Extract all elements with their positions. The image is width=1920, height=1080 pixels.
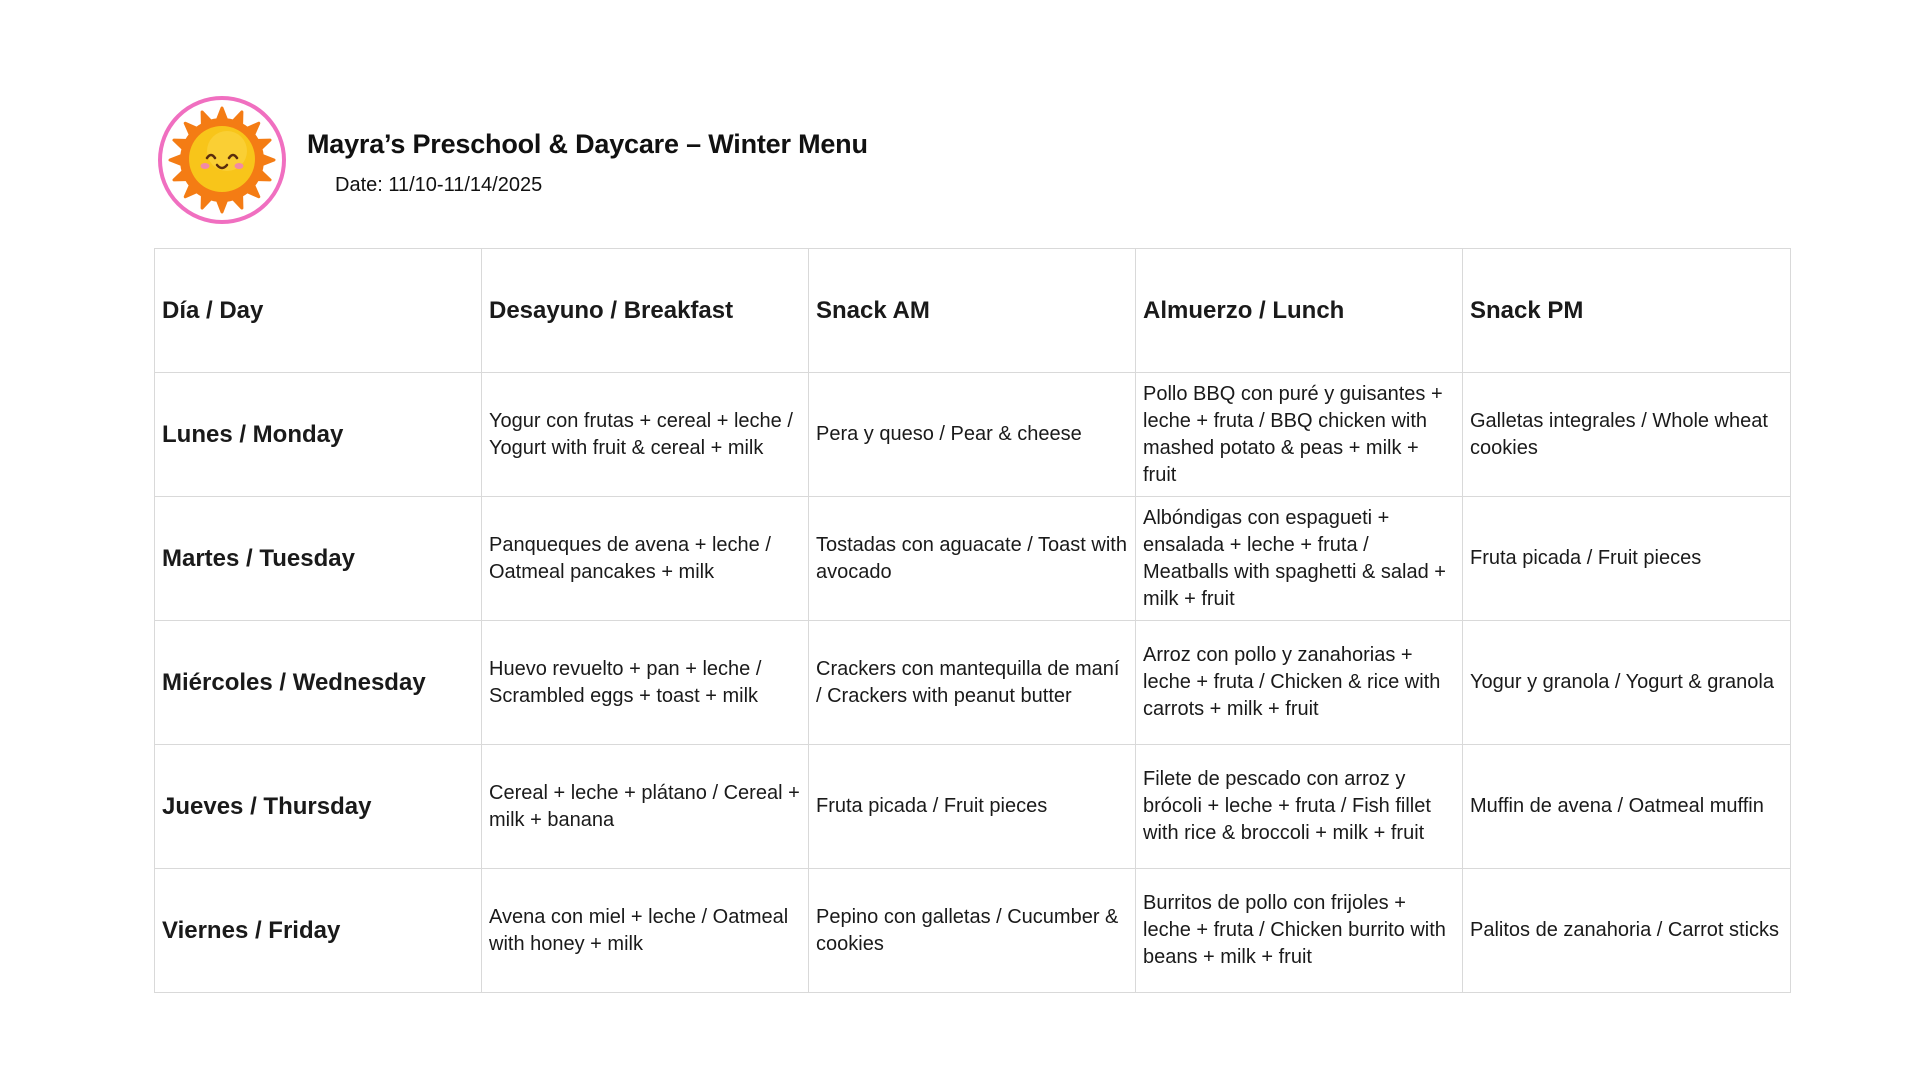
day-cell: Miércoles / Wednesday [155, 621, 482, 745]
menu-table [154, 248, 1791, 993]
day-cell: Lunes / Monday [155, 373, 482, 497]
table-header-row [155, 249, 1791, 373]
table-row [155, 745, 1791, 869]
snack-pm-cell: Galletas integrales / Whole wheat cookies [1463, 373, 1791, 497]
breakfast-cell: Panqueques de avena + leche / Oatmeal pancakes + milk [482, 497, 809, 621]
table-row [155, 869, 1791, 993]
lunch-cell: Albóndigas con espagueti + ensalada + leche + fruta / Meatballs with spaghetti & salad + milk + fruit [1136, 497, 1463, 621]
lunch-cell: Burritos de pollo con frijoles + leche + fruta / Chicken burrito with beans + milk + fruit [1136, 869, 1463, 993]
breakfast-cell: Yogur con frutas + cereal + leche / Yogurt with fruit & cereal + milk [482, 373, 809, 497]
snack-am-cell: Tostadas con aguacate / Toast with avocado [809, 497, 1136, 621]
menu-date: Date: 11/10-11/14/2025 [335, 174, 543, 196]
column-header-day: Día / Day [155, 249, 482, 373]
column-header-lunch: Almuerzo / Lunch [1136, 249, 1463, 373]
breakfast-cell: Cereal + leche + plátano / Cereal + milk + banana [482, 745, 809, 869]
snack-am-cell: Pera y queso / Pear & cheese [809, 373, 1136, 497]
lunch-cell: Filete de pescado con arroz y brócoli + leche + fruta / Fish fillet with rice & broccoli + milk + fruit [1136, 745, 1463, 869]
day-cell: Martes / Tuesday [155, 497, 482, 621]
right-cheek [235, 163, 244, 169]
snack-pm-cell: Yogur y granola / Yogurt & granola [1463, 621, 1791, 745]
breakfast-cell: Avena con miel + leche / Oatmeal with honey + milk [482, 869, 809, 993]
header [157, 95, 868, 225]
left-cheek [201, 163, 210, 169]
lunch-cell: Pollo BBQ con puré y guisantes + leche + fruta / BBQ chicken with mashed potato & peas + milk + fruit [1136, 373, 1463, 497]
lunch-cell: Arroz con pollo y zanahorias + leche + fruta / Chicken & rice with carrots + milk + fruit [1136, 621, 1463, 745]
column-header-snack-pm: Snack PM [1463, 249, 1791, 373]
day-cell: Viernes / Friday [155, 869, 482, 993]
snack-am-cell: Fruta picada / Fruit pieces [809, 745, 1136, 869]
page-title: Mayra’s Preschool & Daycare – Winter Menu [307, 129, 868, 159]
table-row [155, 373, 1791, 497]
column-header-breakfast: Desayuno / Breakfast [482, 249, 809, 373]
snack-am-cell: Pepino con galletas / Cucumber & cookies [809, 869, 1136, 993]
snack-pm-cell: Palitos de zanahoria / Carrot sticks [1463, 869, 1791, 993]
snack-pm-cell: Muffin de avena / Oatmeal muffin [1463, 745, 1791, 869]
breakfast-cell: Huevo revuelto + pan + leche / Scrambled eggs + toast + milk [482, 621, 809, 745]
snack-am-cell: Crackers con mantequilla de maní / Crackers with peanut butter [809, 621, 1136, 745]
snack-pm-cell: Fruta picada / Fruit pieces [1463, 497, 1791, 621]
table-row [155, 621, 1791, 745]
sun-logo-icon [157, 95, 287, 225]
day-cell: Jueves / Thursday [155, 745, 482, 869]
table-row [155, 497, 1791, 621]
column-header-snack-am: Snack AM [809, 249, 1136, 373]
